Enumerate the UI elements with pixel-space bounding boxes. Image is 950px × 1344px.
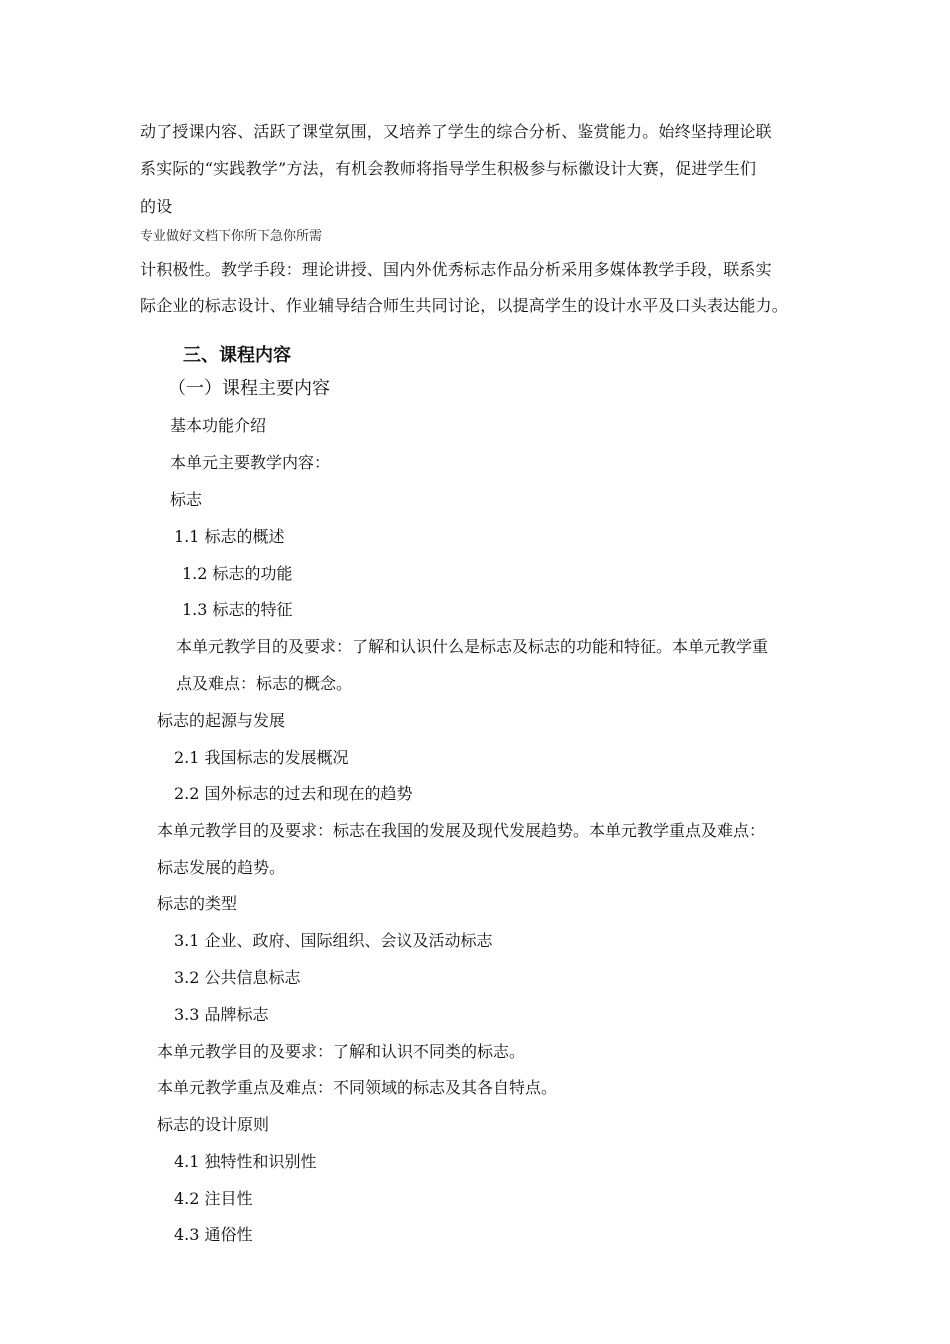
body-paragraph-line-3: 的设 [140,197,173,216]
subsection-title: （一）课程主要内容 [168,378,330,399]
unit-requirement: 本单元教学目的及要求：了解和认识什么是标志及标志的功能和特征。本单元教学重 [176,637,769,656]
interstitial-note: 专业做好文档下你所下急你所需 [140,229,323,244]
unit-title: 标志的起源与发展 [157,711,286,730]
body-paragraph-cont-line-2: 际企业的标志设计、作业辅导结合师生共同讨论，以提高学生的设计水平及口头表达能力。 [140,296,789,315]
unit-item: 2.2 国外标志的过去和现在的趋势 [174,784,413,803]
unit-requirement: 本单元教学重点及难点：不同领域的标志及其各自特点。 [157,1078,558,1097]
unit-requirement: 点及难点：标志的概念。 [176,674,353,693]
unit-requirement: 本单元教学目的及要求：了解和认识不同类的标志。 [157,1042,526,1061]
unit-item: 4.2 注目性 [174,1189,253,1208]
unit-item: 4.3 通俗性 [174,1225,253,1244]
intro-line: 本单元主要教学内容： [170,453,331,472]
body-paragraph-line-1: 动了授课内容、活跃了课堂氛围，又培养了学生的综合分析、鉴赏能力。始终坚持理论联 [140,122,772,141]
section-title: 三、课程内容 [183,345,291,366]
unit-item: 3.3 品牌标志 [174,1005,269,1024]
unit-title: 标志 [170,490,203,509]
body-paragraph-line-2: 系实际的“实践教学”方法，有机会教师将指导学生积极参与标徽设计大赛，促进学生们 [140,159,757,178]
unit-requirement: 标志发展的趋势。 [157,858,286,877]
unit-item: 1.1 标志的概述 [174,527,285,546]
unit-item: 1.3 标志的特征 [182,600,293,619]
unit-item: 3.1 企业、政府、国际组织、会议及活动标志 [174,931,493,950]
unit-item: 2.1 我国标志的发展概况 [174,748,349,767]
unit-item: 3.2 公共信息标志 [174,968,301,987]
unit-title: 标志的类型 [157,894,238,913]
unit-requirement: 本单元教学目的及要求：标志在我国的发展及现代发展趋势。本单元教学重点及难点： [157,821,766,840]
intro-line: 基本功能介绍 [170,416,267,435]
unit-title: 标志的设计原则 [157,1115,270,1134]
unit-item: 4.1 独特性和识别性 [174,1152,317,1171]
body-paragraph-cont-line-1: 计积极性。教学手段：理论讲授、国内外优秀标志作品分析采用多媒体教学手段，联系实 [140,260,772,279]
unit-item: 1.2 标志的功能 [182,564,293,583]
